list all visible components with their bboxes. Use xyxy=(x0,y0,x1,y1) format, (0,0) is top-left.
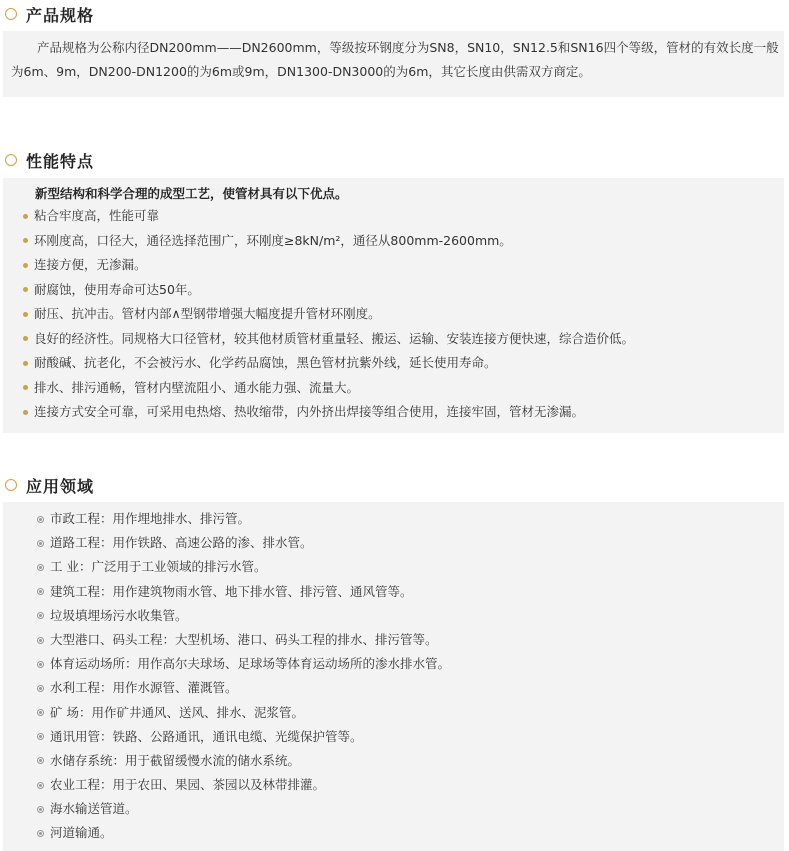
circle-dot-icon xyxy=(37,516,44,523)
dot-bullet-icon xyxy=(23,287,28,292)
list-item: 排水、排污通畅，管材内壁流阻小、通水能力强、流量大。 xyxy=(23,376,634,401)
list-item: 通讯用管：铁路、公路通讯，通讯电缆、光缆保护管等。 xyxy=(37,725,450,749)
list-item: 水利工程：用作水源管、灌溉管。 xyxy=(37,676,450,700)
circle-dot-icon xyxy=(37,806,44,813)
list-item: 大型港口、码头工程：大型机场、港口、码头工程的排水、排污管等。 xyxy=(37,628,450,652)
circle-dot-icon xyxy=(37,661,44,668)
list-item: 矿 场：用作矿井通风、送风、排水、泥浆管。 xyxy=(37,701,450,725)
list-item: 耐腐蚀，使用寿命可达50年。 xyxy=(23,278,634,303)
dot-bullet-icon xyxy=(23,336,28,341)
applications-section-title xyxy=(5,473,94,497)
list-item: 连接方式安全可靠，可采用电热熔、热收缩带，内外挤出焊接等组合使用，连接牢固，管材无渗漏。 xyxy=(23,400,634,425)
dot-bullet-icon xyxy=(23,263,28,268)
features-section-title xyxy=(5,148,94,172)
spec-panel xyxy=(3,31,784,97)
list-item: 环刚度高，口径大，通径选择范围广，环刚度≥8kN/m²，通径从800mm-2600mm。 xyxy=(23,229,634,254)
circle-dot-icon xyxy=(37,588,44,595)
circle-dot-icon xyxy=(37,612,44,619)
list-item: 农业工程：用于农田、果园、茶园以及林带排灌。 xyxy=(37,773,450,797)
list-item: 粘合牢度高，性能可靠 xyxy=(23,204,634,229)
circle-dot-icon xyxy=(37,757,44,764)
applications-list xyxy=(37,507,450,846)
circle-dot-icon xyxy=(37,782,44,789)
list-item: 建筑工程：用作建筑物雨水管、地下排水管、排污管、通风管等。 xyxy=(37,580,450,604)
circle-dot-icon xyxy=(37,709,44,716)
list-item: 垃圾填埋场污水收集管。 xyxy=(37,604,450,628)
list-item: 耐酸碱、抗老化，不会被污水、化学药品腐蚀，黑色管材抗紫外线，延长使用寿命。 xyxy=(23,351,634,376)
list-item: 市政工程：用作埋地排水、排污管。 xyxy=(37,507,450,531)
list-item: 海水输送管道。 xyxy=(37,797,450,821)
list-item: 河道输通。 xyxy=(37,821,450,845)
list-item: 体育运动场所：用作高尔夫球场、足球场等体育运动场所的渗水排水管。 xyxy=(37,652,450,676)
dot-bullet-icon xyxy=(23,312,28,317)
circle-bullet-icon xyxy=(5,479,17,491)
dot-bullet-icon xyxy=(23,410,28,415)
dot-bullet-icon xyxy=(23,361,28,366)
spec-section-title xyxy=(5,2,94,26)
circle-dot-icon xyxy=(37,685,44,692)
spec-title: 产品规格 xyxy=(26,5,95,25)
list-item: 良好的经济性。同规格大口径管材，较其他材质管材重量轻、搬运、运输、安装连接方便快速，综合造价低。 xyxy=(23,327,634,352)
applications-title: 应用领域 xyxy=(26,476,95,496)
circle-dot-icon xyxy=(37,733,44,740)
circle-dot-icon xyxy=(37,637,44,644)
circle-dot-icon xyxy=(37,540,44,547)
circle-bullet-icon xyxy=(5,8,17,20)
features-list xyxy=(23,204,634,425)
features-panel xyxy=(3,178,784,433)
list-item: 水储存系统：用于截留缓慢水流的储水系统。 xyxy=(37,749,450,773)
list-item: 工 业：广泛用于工业领域的排污水管。 xyxy=(37,555,450,579)
dot-bullet-icon xyxy=(23,385,28,390)
spec-paragraph xyxy=(11,36,779,84)
list-item: 道路工程：用作铁路、高速公路的渗、排水管。 xyxy=(37,531,450,555)
circle-dot-icon xyxy=(37,564,44,571)
list-item: 耐压、抗冲击。管材内部∧型钢带增强大幅度提升管材环刚度。 xyxy=(23,302,634,327)
features-title: 性能特点 xyxy=(26,151,95,171)
dot-bullet-icon xyxy=(23,238,28,243)
circle-bullet-icon xyxy=(5,154,17,166)
applications-panel xyxy=(3,502,784,851)
circle-dot-icon xyxy=(37,830,44,837)
spec-paragraph-text: 产品规格为公称内径DN200mm——DN2600mm，等级按环钢度分为SN8，SN10，SN12.5和SN16四个等级，管材的有效长度一般为6m、9m，DN200-DN1200的为6m或9m，DN1300-DN3000的为6m，其它长度由供需双方商定。 xyxy=(11,40,779,79)
list-item: 连接方便，无渗漏。 xyxy=(23,253,634,278)
features-intro: 新型结构和科学合理的成型工艺，使管材具有以下优点。 xyxy=(35,186,348,201)
dot-bullet-icon xyxy=(23,214,28,219)
